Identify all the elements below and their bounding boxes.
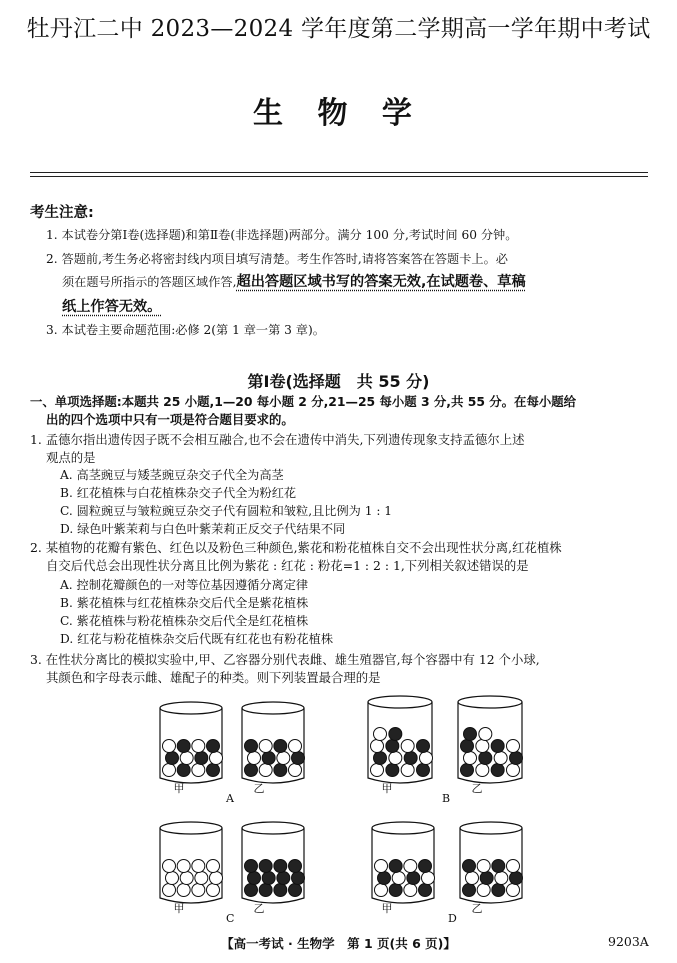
set-a-jar-left-label: 甲 — [173, 782, 185, 795]
jar-b-left — [368, 696, 433, 783]
question-2-option-b: B. 紫花植株与红花植株杂交后代全是紫花植株 — [60, 596, 309, 610]
set-b-label: B — [442, 792, 451, 805]
notice-item-2-plain: 须在题号所指示的答题区域作答, — [62, 275, 237, 289]
question-2-stem-cont: 自交后代总会出现性状分离且比例为紫花 : 红花 : 粉花=1 : 2 : 1,下列相关叙述错误的是 — [46, 558, 529, 573]
notice-item-2-emphasis-2: 纸上作答无效。 — [62, 299, 162, 315]
notice-item-2-line3 — [62, 298, 161, 317]
question-1-option-c: C. 圆粒豌豆与皱粒豌豆杂交子代有圆粒和皱粒,且比例为 1 : 1 — [60, 504, 393, 518]
question-2-option-d: D. 红花与粉花植株杂交后代既有红花也有粉花植株 — [60, 632, 334, 646]
set-d-jar-left-label: 甲 — [381, 902, 393, 915]
question-2-stem: 2. 某植物的花瓣有紫色、红色以及粉色三种颜色,紫花和粉花植株自交不会出现性状分离,红花植株 — [30, 540, 562, 555]
section-heading-line2: 出的四个选项中只有一项是符合题目要求的。 — [46, 412, 294, 427]
notice-item-1: 1. 本试卷分第Ⅰ卷(选择题)和第Ⅱ卷(非选择题)两部分。满分 100 分,考试时间 60 分钟。 — [46, 228, 518, 242]
divider-top — [30, 172, 648, 173]
page-code: 9203A — [608, 934, 649, 949]
jar-c-right — [242, 822, 305, 903]
question-3-stem-cont: 其颜色和字母表示雌、雄配子的种类。则下列装置最合理的是 — [46, 670, 381, 685]
jar-figure — [150, 690, 530, 930]
question-1-stem-cont: 观点的是 — [46, 450, 96, 465]
set-a-label: A — [226, 792, 234, 805]
part-title: 第Ⅰ卷(选择题 共 55 分) — [247, 372, 430, 391]
set-a-jar-right-label: 乙 — [253, 782, 265, 795]
jar-d-left — [372, 822, 435, 903]
question-1-option-a: A. 高茎豌豆与矮茎豌豆杂交子代全为高茎 — [60, 468, 284, 482]
notice-item-2-emphasis: 超出答题区域书写的答案无效,在试题卷、草稿 — [236, 274, 526, 290]
question-2-option-a: A. 控制花瓣颜色的一对等位基因遵循分离定律 — [60, 578, 309, 592]
jar-d-right — [460, 822, 523, 903]
notice-item-2-line1: 2. 答题前,考生务必将密封线内项目填写清楚。考生作答时,请将答案答在答题卡上。必 — [46, 252, 508, 266]
set-c-label: C — [226, 912, 235, 925]
jar-c-left — [160, 822, 223, 903]
question-1-option-b: B. 红花植株与白花植株杂交子代全为粉红花 — [60, 486, 297, 500]
set-c-jar-right-label: 乙 — [253, 902, 265, 915]
notice-item-2-line2 — [62, 273, 526, 292]
set-d-label: D — [448, 912, 457, 925]
exam-title: 牡丹江二中 2023—2024 学年度第二学期高一学年期中考试 — [26, 16, 651, 42]
question-1-stem: 1. 孟德尔指出遗传因子既不会相互融合,也不会在遗传中消失,下列遗传现象支持孟德尔上述 — [30, 432, 525, 447]
jar-figure-drawing — [150, 690, 530, 930]
question-3-stem: 3. 在性状分离比的模拟实验中,甲、乙容器分别代表雌、雄生殖器官,每个容器中有 12 个小球, — [30, 652, 540, 667]
jar-a-left — [160, 702, 223, 783]
notice-item-3: 3. 本试卷主要命题范围:必修 2(第 1 章一第 3 章)。 — [46, 323, 325, 337]
set-c-jar-left-label: 甲 — [173, 902, 185, 915]
set-d-jar-right-label: 乙 — [471, 902, 483, 915]
set-b-jar-right-label: 乙 — [471, 782, 483, 795]
notice-title: 考生注意: — [30, 205, 94, 221]
page-footer: 【高一考试 · 生物学 第 1 页(共 6 页)】 — [221, 936, 456, 951]
jar-b-right — [458, 696, 523, 783]
section-heading-line1: 一、单项选择题:本题共 25 小题,1—20 每小题 2 分,21—25 每小题 3 分,共 55 分。在每小题给 — [30, 394, 577, 409]
question-1-option-d: D. 绿色叶紫茉莉与白色叶紫茉莉正反交子代结果不同 — [60, 522, 346, 536]
jar-a-right — [242, 702, 305, 783]
question-2-option-c: C. 紫花植株与粉花植株杂交后代全是红花植株 — [60, 614, 309, 628]
subject-title: 生 物 学 — [253, 96, 424, 131]
set-b-jar-left-label: 甲 — [381, 782, 393, 795]
divider-bottom — [30, 176, 648, 177]
